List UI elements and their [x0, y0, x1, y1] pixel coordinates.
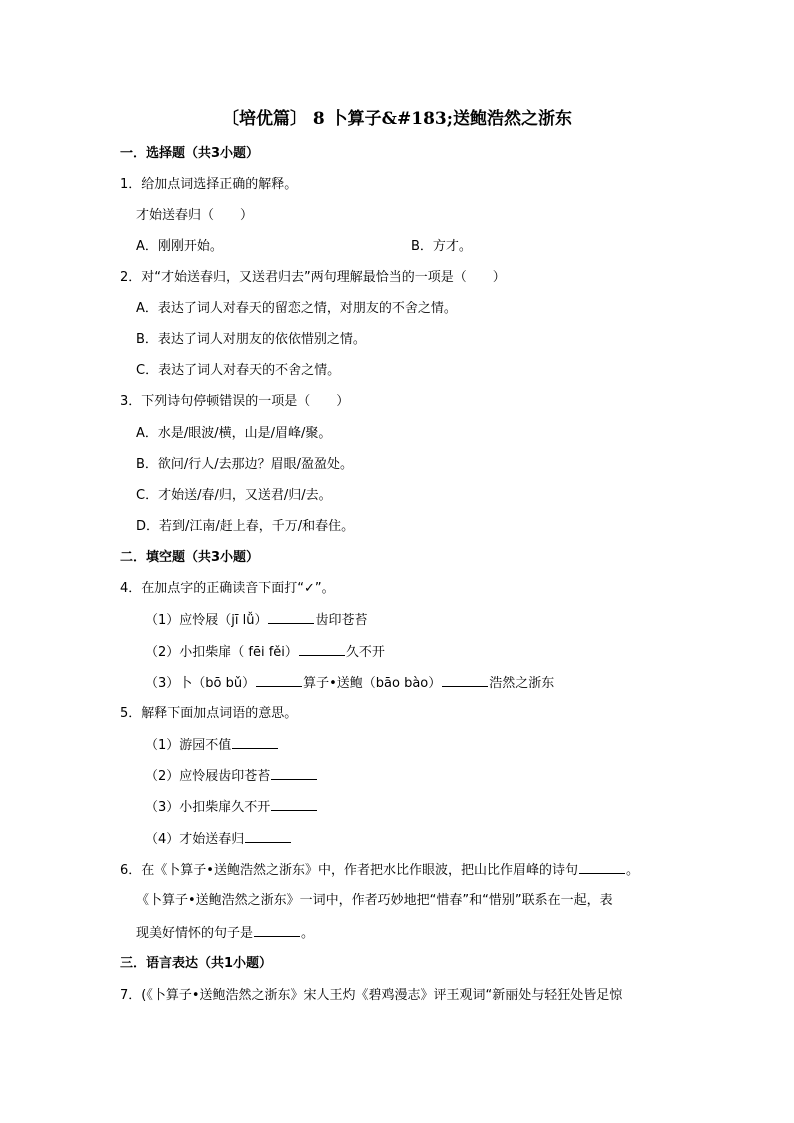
question-1-option-a: A．刚刚开始。	[136, 239, 223, 254]
question-5-item-4: （4）才始送春归	[145, 830, 292, 849]
question-7-line-1: 7．(《卜算子•送鲍浩然之浙东》宋人王灼《碧鸡漫志》评王观词“新丽处与轻狂处皆足惊	[120, 988, 623, 1003]
question-3-option-a: A．水是/眼波/横，山是/眉峰/聚。	[136, 426, 332, 441]
question-3-option-c: C．才始送/春/归，又送君/归/去。	[136, 488, 332, 503]
question-4-item-3: （3）卜（bō bǔ） 算子•送鲍（bāo bào） 浩然之浙东	[145, 676, 555, 691]
answer-blank[interactable]	[245, 830, 291, 843]
question-5-item-2: （2）应怜屐齿印苍苔	[145, 767, 318, 786]
question-2-option-c: C．表达了词人对春天的不舍之情。	[136, 363, 341, 378]
answer-blank[interactable]	[271, 767, 317, 780]
answer-blank[interactable]	[271, 798, 317, 811]
page-title: 〔培优篇〕 8 卜算子&#183;送鲍浩然之浙东	[221, 109, 573, 129]
question-2-option-a: A．表达了词人对春天的留恋之情，对朋友的不舍之情。	[136, 301, 457, 316]
question-3-option-b: B．欲问/行人/去那边？眉眼/盈盈处。	[136, 457, 354, 472]
question-6-line-1: 6．在《卜算子•送鲍浩然之浙东》中，作者把水比作眼波，把山比作眉峰的诗句 。	[120, 863, 639, 878]
question-5-item-3: （3）小扣柴扉久不开	[145, 798, 318, 817]
section-heading-language: 三．语言表达（共1小题）	[120, 956, 273, 971]
question-5-item-1: （1）游园不值	[145, 736, 279, 755]
section-heading-fill: 二．填空题（共3小题）	[120, 550, 260, 565]
answer-blank[interactable]	[579, 861, 625, 874]
answer-blank[interactable]	[299, 643, 345, 656]
question-1-sub: 才始送春归（ ）	[136, 208, 254, 223]
answer-blank[interactable]	[254, 924, 300, 937]
answer-blank[interactable]	[442, 674, 488, 687]
section-heading-choice: 一．选择题（共3小题）	[120, 146, 260, 161]
answer-blank[interactable]	[256, 674, 302, 687]
question-1-option-b: B．方才。	[411, 239, 472, 254]
question-3-option-d: D．若到/江南/赶上春，千万/和春住。	[136, 519, 355, 534]
question-2-option-b: B．表达了词人对朋友的依依惜别之情。	[136, 332, 366, 347]
question-3-stem: 3．下列诗句停顿错误的一项是（ ）	[120, 394, 350, 409]
answer-blank[interactable]	[268, 611, 314, 624]
question-2-stem: 2．对“才始送春归，又送君归去”两句理解最恰当的一项是（ ）	[120, 270, 506, 285]
question-1-stem: 1．给加点词选择正确的解释。	[120, 177, 298, 192]
question-4-item-2: （2）小扣柴扉（ fēi fěi） 久不开	[145, 645, 385, 660]
question-4-stem: 4．在加点字的正确读音下面打“✓”。	[120, 581, 335, 596]
question-4-item-1: （1）应怜屐（jī lǚ） 齿印苍苔	[145, 613, 368, 628]
question-5-stem: 5．解释下面加点词语的意思。	[120, 706, 298, 721]
question-6-line-3: 现美好情怀的句子是 。	[136, 926, 315, 941]
answer-blank[interactable]	[232, 736, 278, 749]
question-6-line-2: 《卜算子•送鲍浩然之浙东》一词中，作者巧妙地把“惜春”和“惜别”联系在一起，表	[136, 893, 613, 908]
